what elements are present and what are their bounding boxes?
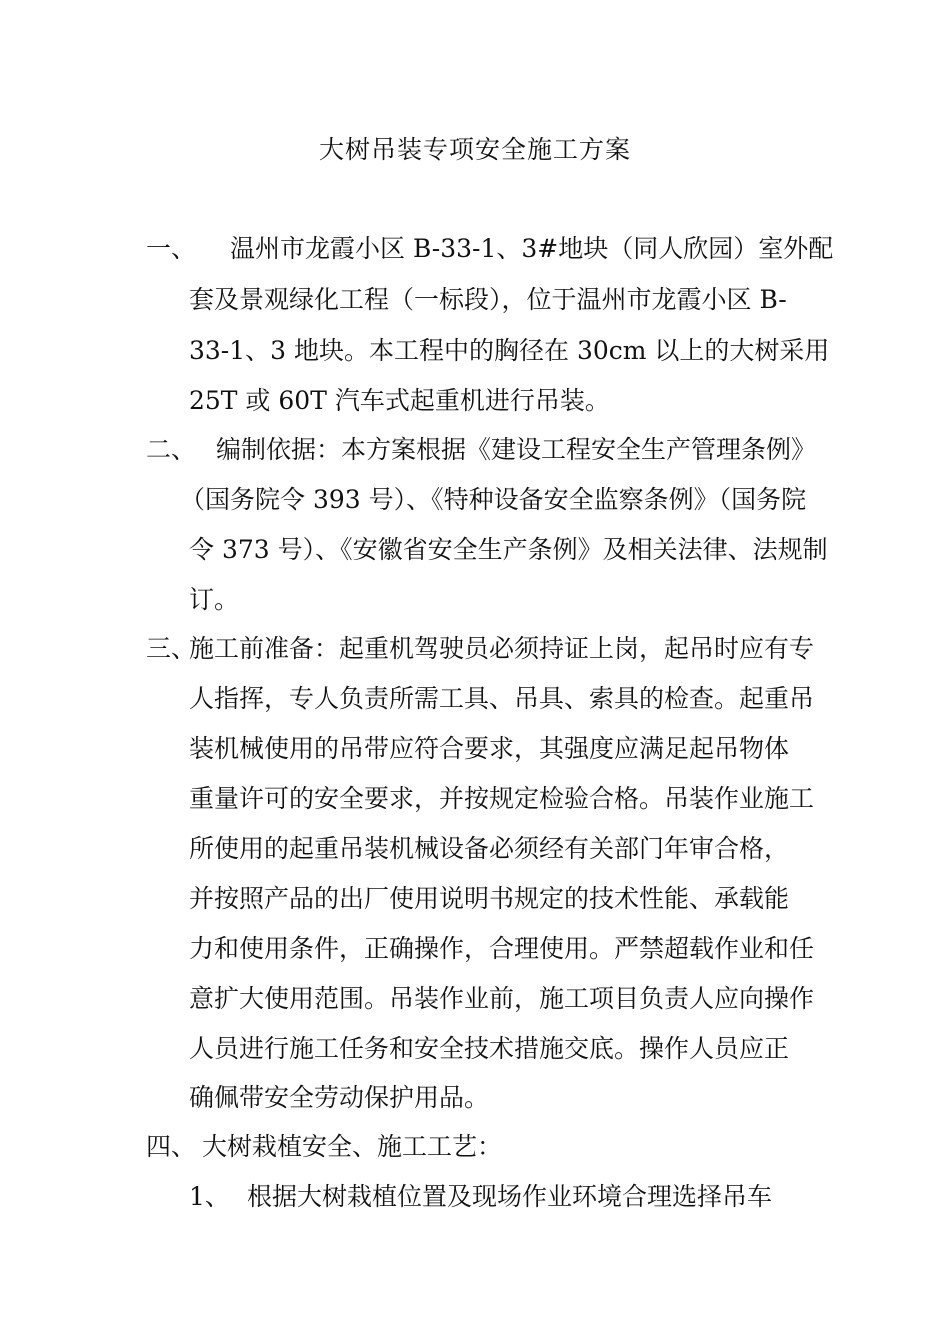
section-3-line-7: 力和使用条件，正确操作，合理使用。严禁超载作业和任	[189, 934, 815, 963]
section-3-line-10: 确佩带安全劳动保护用品。	[189, 1083, 490, 1112]
section-marker-2: 二、	[146, 435, 197, 464]
section-2-line-4: 订。	[189, 585, 240, 614]
section-2-line-3: 令 373 号）、《安徽省安全生产条例》及相关法律、法规制	[189, 535, 828, 564]
section-3-line-9: 人员进行施工任务和安全技术措施交底。操作人员应正	[189, 1034, 790, 1063]
section-3-line-4: 重量许可的安全要求，并按规定检验合格。吊装作业施工	[189, 784, 815, 813]
section-4-line-1: 大树栽植安全、施工工艺：	[202, 1132, 503, 1161]
section-2-line-1: 编制依据：本方案根据《建设工程安全生产管理条例》	[216, 435, 817, 464]
section-1-line-2: 套及景观绿化工程（一标段），位于温州市龙霞小区 B-	[189, 285, 787, 314]
section-3-line-1: 施工前准备：起重机驾驶员必须持证上岗，起吊时应有专	[189, 634, 815, 663]
section-2-line-2: （国务院令 393 号）、《特种设备安全监察条例》（国务院	[180, 485, 807, 514]
section-3-line-6: 并按照产品的出厂使用说明书规定的技术性能、承载能	[189, 884, 790, 913]
section-3-line-8: 意扩大使用范围。吊装作业前，施工项目负责人应向操作	[189, 984, 815, 1013]
subsection-1-line-1: 根据大树栽植位置及现场作业环境合理选择吊车	[247, 1182, 773, 1211]
section-1-line-3: 33-1、3 地块。本工程中的胸径在 30cm 以上的大树采用	[189, 336, 830, 365]
section-marker-4: 四、	[146, 1132, 197, 1161]
subsection-marker-1: 1、	[189, 1182, 230, 1211]
section-marker-3: 三、	[146, 634, 197, 663]
section-3-line-2: 人指挥，专人负责所需工具、吊具、索具的检查。起重吊	[189, 684, 815, 713]
document-title: 大树吊装专项安全施工方案	[318, 135, 631, 164]
section-3-line-5: 所使用的起重吊装机械设备必须经有关部门年审合格，	[189, 834, 790, 863]
section-1-line-1: 温州市龙霞小区 B-33-1、3#地块（同人欣园）室外配	[230, 234, 834, 263]
section-1-line-4: 25T 或 60T 汽车式起重机进行吊装。	[189, 386, 610, 415]
section-3-line-3: 装机械使用的吊带应符合要求，其强度应满足起吊物体	[189, 734, 790, 763]
section-marker-1: 一、	[146, 234, 197, 263]
